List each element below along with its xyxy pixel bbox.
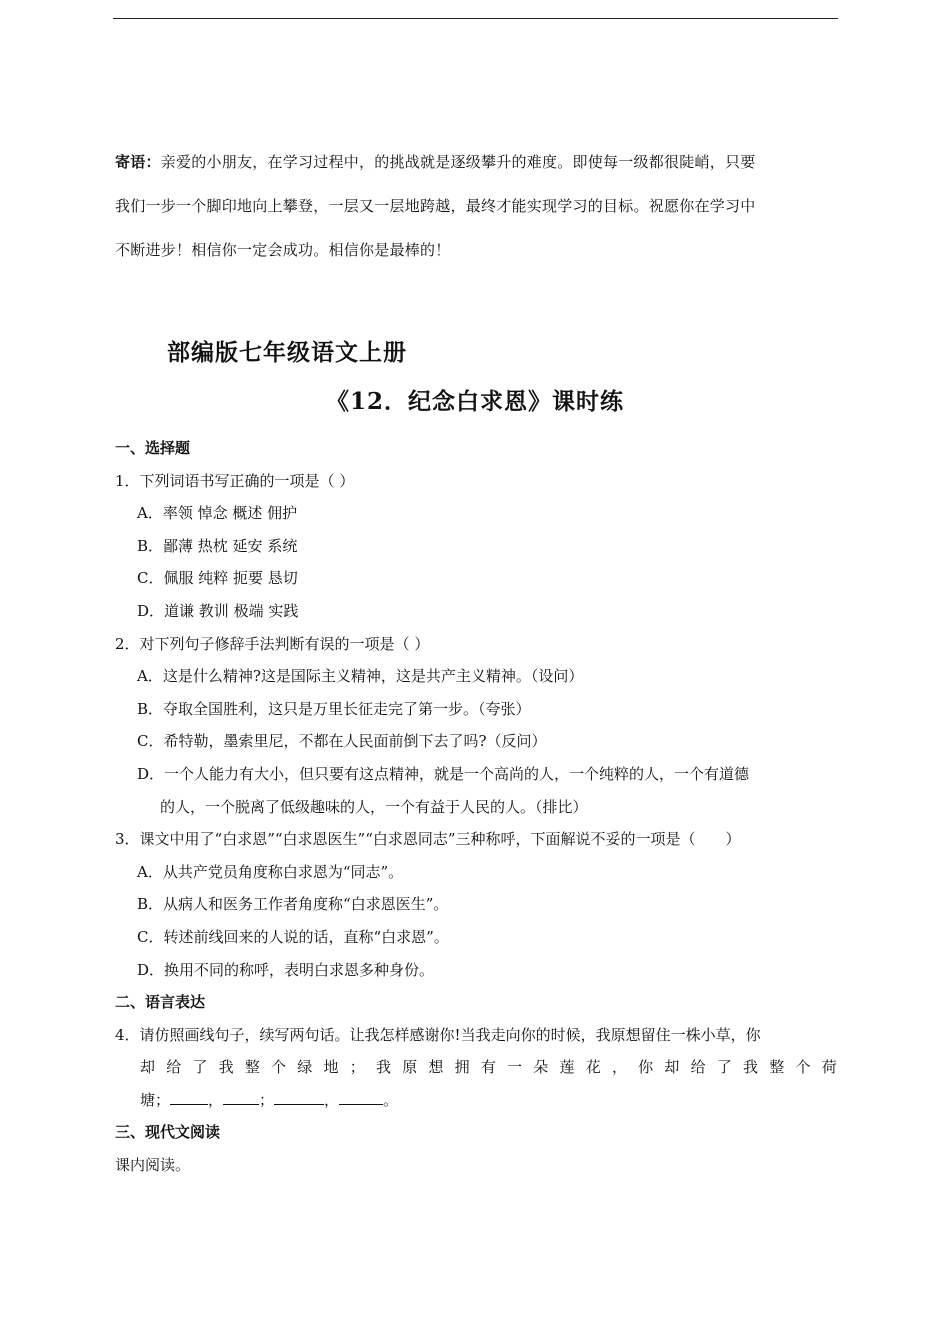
section-heading-expression: 二、语言表达: [115, 993, 206, 1012]
section-heading-choice: 一、选择题: [115, 439, 191, 457]
q4-char: 整: [769, 1058, 785, 1077]
q4-char: 了: [192, 1058, 208, 1077]
question-1-option-d: D．道谦 教训 极端 实践: [137, 601, 299, 620]
q4-char: 给: [690, 1058, 706, 1077]
q4-char: 个: [795, 1058, 811, 1077]
question-2-option-c: C．希特勒，墨索里尼，不都在人民面前倒下去了吗?（反问）: [137, 732, 547, 751]
question-1-option-b: B．鄙薄 热枕 延安 系统: [137, 536, 298, 555]
question-1-stem: 1．下列词语书写正确的一项是（ ）: [115, 471, 355, 490]
q4-char: 却: [664, 1058, 680, 1077]
greeting-line-1: 寄语：亲爱的小朋友，在学习过程中，的挑战就是逐级攀升的难度。即使每一级都很陡峭，只要: [115, 153, 756, 171]
question-4-stem-continued: [115, 1051, 837, 1084]
q4-char: 原: [402, 1058, 418, 1077]
q4-char: 莲: [559, 1058, 575, 1077]
q4-char: 我: [218, 1058, 234, 1077]
q4-char: 一: [507, 1058, 523, 1077]
q4-char: 我: [743, 1058, 759, 1077]
greeting-line-3: 不断进步！相信你一定会成功。相信你是最棒的！: [115, 241, 451, 259]
q4-char: ；: [349, 1058, 365, 1077]
q4-char: 想: [428, 1058, 444, 1077]
q4-char: 却: [140, 1058, 156, 1077]
q4-char: 荷: [821, 1058, 837, 1077]
question-2-option-a: A．这是什么精神?这是国际主义精神，这是共产主义精神。（设问）: [137, 667, 584, 686]
question-2-option-d-continued: 的人，一个脱离了低级趣味的人，一个有益于人民的人。（排比）: [160, 797, 588, 816]
question-1-option-c: C．佩服 纯粹 扼要 恳切: [137, 569, 298, 588]
question-1-option-a: A．率领 悼念 概述 佣护: [137, 504, 298, 523]
q4-char: 地: [323, 1058, 339, 1077]
answer-blank-2[interactable]: [223, 1089, 259, 1105]
document-title-line-2: 《12．纪念白求恩》课时练: [325, 388, 624, 415]
question-3-option-c: C．转述前线回来的人说的话，直称“白求恩”。: [137, 927, 449, 946]
greeting-line-2: 我们一步一个脚印地向上攀登，一层又一层地跨越，最终才能实现学习的目标。祝愿你在学习中: [115, 197, 756, 215]
greeting-label: 寄语：: [115, 153, 161, 171]
q4-char: 绿: [297, 1058, 313, 1077]
answer-blank-3[interactable]: [274, 1089, 324, 1105]
document-title-line-1: 部编版七年级语文上册: [167, 339, 407, 366]
question-2-option-d: D．一个人能力有大小，但只要有这点精神，就是一个高尚的人，一个纯粹的人，一个有道德: [137, 764, 750, 783]
q4-char: 了: [716, 1058, 732, 1077]
greeting-paragraph: [115, 140, 837, 272]
q4-char: 朵: [533, 1058, 549, 1077]
question-4-stem: 4．请仿照画线句子，续写两句话。让我怎样感谢你!当我走向你的时候，我原想留住一株小草，你: [115, 1025, 761, 1044]
q4-char: 个: [271, 1058, 287, 1077]
question-2-stem: 2．对下列句子修辞手法判断有误的一项是（ ）: [115, 634, 430, 653]
answer-blank-1[interactable]: [170, 1089, 208, 1105]
exercise-body: [115, 432, 837, 1182]
question-4-answer-line: 塘； ， ； ， 。: [140, 1090, 399, 1109]
q4-char: ，: [611, 1058, 627, 1077]
q4-char: 有: [480, 1058, 496, 1077]
q4-char: 花: [585, 1058, 601, 1077]
question-3-option-b: B．从病人和医务工作者角度称“白求恩医生”。: [137, 895, 449, 914]
question-3-stem: 3．课文中用了“白求恩”“白求恩医生”“白求恩同志”三种称呼，下面解说不妥的一项是（ ）: [115, 830, 741, 849]
q4-char: 整: [244, 1058, 260, 1077]
q4-char: 你: [638, 1058, 654, 1077]
question-3-option-d: D．换用不同的称呼，表明白求恩多种身份。: [137, 960, 435, 979]
answer-blank-4[interactable]: [339, 1089, 383, 1105]
q4-char: 给: [166, 1058, 182, 1077]
header-rule: [113, 18, 838, 19]
q4-char: 我: [375, 1058, 391, 1077]
section-heading-reading: 三、现代文阅读: [115, 1123, 221, 1142]
q4-char: 拥: [454, 1058, 470, 1077]
question-2-option-b: B．夺取全国胜利，这只是万里长征走完了第一步。（夸张）: [137, 699, 531, 718]
reading-intro: 课内阅读。: [115, 1156, 191, 1175]
question-3-option-a: A．从共产党员角度称白求恩为“同志”。: [137, 862, 404, 881]
